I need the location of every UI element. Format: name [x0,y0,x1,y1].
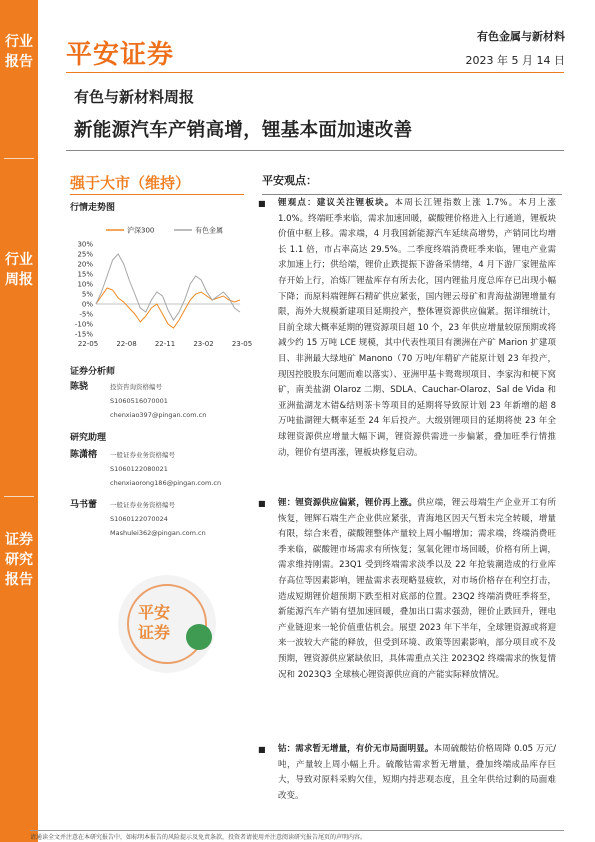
paragraph-lead: 锂观点：建议关注锂板块。 [278,198,395,208]
assistant-cert-label: 一般证券业务资格编号 [110,501,175,509]
x-tick-label: 22-05 [77,340,99,348]
analyst-label: 证券分析师 [70,367,116,377]
bullet-icon: ■ [258,499,266,508]
analyst-cert-number: S1060516070001 [110,397,168,405]
y-tick-label: 15% [77,270,93,279]
y-tick-label: 5% [81,290,93,299]
header-divider [66,72,564,73]
y-tick-label: -10% [74,320,93,329]
report-title: 新能源汽车产销高增，锂基本面加速改善 [74,120,413,141]
assistant-email: Mashulei362@pingan.com.cn [110,529,206,537]
assistant-name: 陈潇榕 [70,450,98,460]
sidebar [0,0,38,842]
footer-divider [30,830,564,831]
assistant-cert-label: 一般证券业务资格编号 [110,451,175,459]
y-tick-label: 25% [77,250,93,259]
series-line [96,288,240,328]
seal-text: 平安 [138,603,171,622]
analyst-entry [70,380,240,422]
view-paragraph-cobalt [258,742,556,804]
paragraph-body: 本周长江锂指数上涨 1.7%。本月上涨 1.0%。终端旺季来临，需求加速回暖，碳酸锂价格进入上行通道，锂板块价值中枢上移。需求端，4 月我国新能源汽车延续高增势，产销同比均增长 1.1 倍，市占率高达 29.5%。二季度终端消费旺季来临，锂电产业需求加速上行；供给端，锂价止跌提振下游备采情绪，4 月下游厂家锂盐库存开始上行，冶炼厂锂盐库存有所去化，国内锂盐月度总库存已出现小幅下降；而原料端锂辉石精矿供应紧张，国内锂云母矿和青海盐湖锂增量有限，海外大规模新建项目延期投产，整体锂资源供应偏紧。据详细统计，目前全球大概率延期的锂资源项目超 10 个，23 年供应增量较原预期或将减少约 15 万吨 LCE 规模，其中代表性项目有澳洲在产矿 Marion 扩建项目、非洲最大绿地矿 Manono（70 万吨/年精矿产能原计划 23 年投产，现因控股股东问题而难以落实）、亚洲甲基卡鸳鸯坝项目、李家沟和梗下窝矿，南美盐湖 Olaroz 二期、SDLA、Cauchar-Olaroz、Sal de Vida 和亚洲盐湖龙木错&结则茶卡等项目的延期将导致原计划 23 年新增的超 8 万吨盐湖锂大概率延至 24 年后投产。大级别锂项目的延期将使 23 年全球锂资源供应增量大幅下调，锂资源供需进一步偏紧，叠加旺季行情推动，锂价有望再涨，锂板块修复启动。 [278,198,556,458]
legend-label: 沪深300 [127,226,155,235]
paragraph-lead: 锂：锂资源供应偏紧，锂价再上涨。 [278,498,418,508]
report-subtitle: 有色与新材料周报 [74,88,195,106]
brand-logo: 平安证券 [66,40,175,70]
trend-chart [64,222,253,350]
paragraph-lead: 钴：需求暂无增量，有价无市局面明显。 [278,744,434,754]
assistant-email: chenxiaorong186@pingan.com.cn [110,479,222,487]
paragraph-body: 供应端，锂云母端生产企业开工有所恢复，锂辉石端生产企业供应紧张，青海地区因天气暂未完全转暖，增量有限，综合来看，碳酸锂整体产量较上周小幅增加；需求端，终端消费旺季来临，碳酸锂市场需求有所恢复；氢氧化锂市场回暖，价格有所上调，需求维持刚需。23Q1 受到终端需求淡季以及 22 年抢装潮造成的行业库存高位等因素影响，锂盐需求表现略显疲软，对市场价格存在利空打击，造成短期锂价超预期下跌至相对底部的位置。23Q2 终端消费旺季将至，新能源汽车产销有望加速回暖，叠加出口需求强劲，锂价止跌回升，锂电产业链迎来一轮价值重估机会。展望 2023 年下半年，全球锂资源或将迎来一波较大产能的释放，但受到环境、政策等因素影响，部分项目或不及预期，锂资源供应紧缺依旧，具体需重点关注 2023Q2 终端需求的恢复情况和 2023Q3 全球核心锂资源供应商的产能实际释放情况。 [278,498,556,680]
seal-text: 证券 [138,623,171,642]
assistant-entry [70,498,240,540]
analyst-cert-label: 投资咨询资格编号 [110,383,162,391]
x-tick-label: 23-05 [231,340,253,348]
analyst-email: chenxiao397@pingan.com.cn [110,411,207,419]
rating-divider [70,194,244,195]
assistant-cert-number: S1060122080021 [110,465,168,473]
sidebar-divider [4,496,34,497]
y-tick-label: 30% [77,240,93,249]
view-paragraph-lithium [258,496,556,683]
series-line [96,254,240,320]
sidebar-section-weekly: 行业周报 [5,252,33,288]
footer-disclaimer: 请通读全文并注意在本研究报告中，如标明本报告的风险提示及免责条款，投资者请使用并注意阅读研究报告尾页的声明内容。 [30,834,367,841]
sidebar-section-securities-report: 证券研究报告 [5,532,33,588]
paragraph-body: 本周硫酸钴价格周降 0.05 万元/吨，产量较上周小幅上升。硫酸钴需求暂无增量，叠加终端成品库存巨大，导致对原料采购欠佳，短期内持悲观态度，且全年供给过剩的局面难改变。 [278,744,556,801]
x-tick-label: 22-11 [154,340,176,348]
y-tick-label: 10% [77,280,93,289]
x-tick-label: 23-02 [193,340,214,348]
bullet-icon: ■ [258,745,266,754]
rating: 强于大市（维持） [70,174,191,192]
trend-label: 行情走势图 [70,203,116,213]
assistant-entry [70,448,240,490]
assistant-cert-number: S1060122070024 [110,515,168,523]
report-category: 有色金属与新材料 [477,30,565,43]
seal-badge-icon [186,624,212,650]
views-heading: 平安观点： [262,174,317,187]
bullet-icon: ■ [258,199,266,208]
y-tick-label: -15% [74,330,93,339]
x-tick-label: 22-08 [116,340,137,348]
y-tick-label: 0% [81,300,93,309]
title-divider [66,150,564,151]
y-tick-label: 20% [77,260,93,269]
views-divider [262,194,562,195]
legend-label: 有色金属 [195,226,223,235]
y-tick-label: -5% [79,310,93,319]
assistant-label: 研究助理 [70,433,107,443]
report-date: 2023 年 5 月 14 日 [465,54,565,67]
assistant-name: 马书蕾 [70,500,98,510]
view-paragraph-lithium-outlook [258,196,556,461]
analyst-name: 陈骁 [70,382,89,392]
sidebar-divider [4,158,34,159]
sidebar-section-industry-report: 行业报告 [5,34,33,70]
